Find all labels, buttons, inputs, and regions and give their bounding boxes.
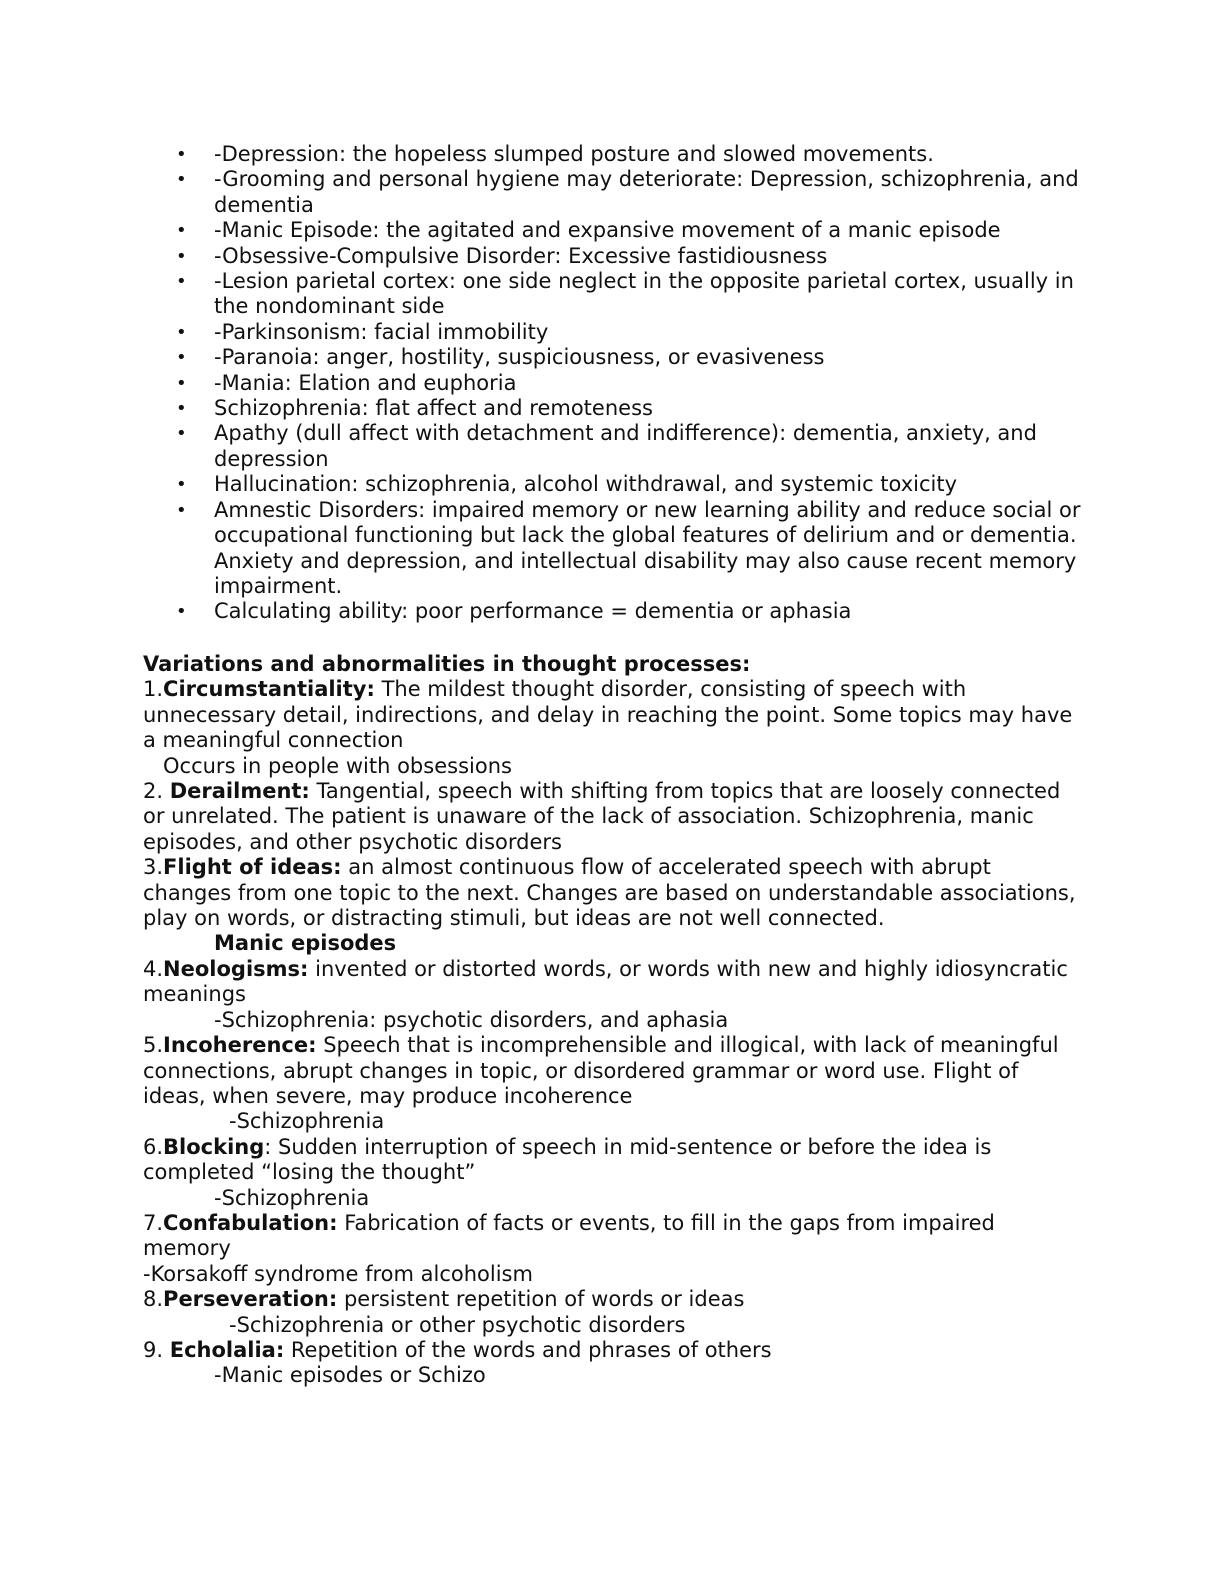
item-term: Flight of ideas: [163, 855, 342, 880]
item-term: Incoherence: [163, 1033, 317, 1058]
bullet-icon: • [176, 220, 187, 242]
bullet-list [143, 142, 1083, 625]
bullet-icon: • [176, 271, 187, 293]
bullet-icon: • [176, 601, 187, 623]
bullet-icon: • [176, 474, 187, 496]
bullet-icon: • [176, 321, 187, 343]
item-circumstantiality: 1.Circumstantiality: The mildest thought disorder, consisting of speech with unnecessary detail, indirections, and delay in reaching the point. Some topics may have a meaningful connection [143, 677, 1079, 753]
item-confabulation: 7.Confabulation: Fabrication of facts or events, to fill in the gaps from impaired memory [143, 1210, 1002, 1261]
list-item: • -Manic Episode: the agitated and expansive movement of a manic episode [176, 218, 1001, 243]
item-note: -Schizophrenia or other psychotic disorders [229, 1312, 686, 1337]
item-flight-of-ideas: 3.Flight of ideas: an almost continuous flow of accelerated speech with abrupt changes from one topic to the next. Changes are based on understandable associations, play on words, or distracting stimuli, but ideas are not well connected. [143, 855, 1083, 931]
item-blocking: 6.Blocking: Sudden interruption of speech in mid-sentence or before the idea is completed “losing the thought” [143, 1134, 998, 1185]
item-neologisms: 4.Neologisms: invented or distorted words, or words with new and highly idiosyncratic meanings [143, 956, 1075, 1007]
item-term: Perseveration: [163, 1287, 338, 1312]
item-note: -Schizophrenia: psychotic disorders, and aphasia [214, 1007, 729, 1032]
bullet-icon: • [176, 245, 187, 267]
item-note: Occurs in people with obsessions [163, 753, 512, 778]
item-derailment: 2. Derailment: Tangential, speech with shifting from topics that are loosely connected or unrelated. The patient is unaware of the lack of association. Schizophrenia, manic episodes, and other psychotic disorders [143, 779, 1067, 854]
bullet-icon: • [176, 144, 187, 165]
item-term: Neologisms: [163, 956, 309, 981]
item-echolalia: 9. Echolalia: Repetition of the words and phrases of others [143, 1337, 772, 1362]
list-item: • Apathy (dull affect with detachment and indifference): dementia, anxiety, and depression [176, 421, 1037, 471]
bullet-icon: • [176, 372, 187, 394]
item-term: Confabulation: [163, 1210, 338, 1235]
list-item: • -Depression: the hopeless slumped posture and slowed movements. [176, 142, 934, 166]
list-item: • Schizophrenia: flat affect and remoteness [176, 396, 653, 421]
list-item: • -Parkinsonism: facial immobility [176, 319, 549, 344]
item-note: Manic episodes [214, 931, 397, 956]
item-note: -Manic episodes or Schizo [214, 1363, 486, 1388]
list-item: • -Mania: Elation and euphoria [176, 370, 517, 395]
item-term: Echolalia: [169, 1337, 285, 1362]
section-heading: Variations and abnormalities in thought processes: [143, 652, 751, 676]
item-term: Circumstantiality: [163, 677, 375, 702]
list-item: • -Grooming and personal hygiene may deteriorate: Depression, schizophrenia, and dementia [176, 167, 1079, 217]
item-incoherence: 5.Incoherence: Speech that is incomprehensible and illogical, with lack of meaningful connections, abrupt changes in topic, or disordered grammar or word use. Flight of ideas, when severe, may produce incoherence [143, 1033, 1066, 1108]
bullet-icon: • [176, 423, 187, 445]
bullet-icon: • [176, 347, 187, 369]
item-perseveration: 8.Perseveration: persistent repetition of words or ideas [143, 1287, 745, 1312]
bullet-icon: • [176, 169, 187, 191]
bullet-icon: • [176, 398, 187, 420]
list-item: • Amnestic Disorders: impaired memory or new learning ability and reduce social or occupational functioning but lack the global features of delirium and or dementia. Anxiety and depression, and intellectual disability may also cause recent memory impairment. [176, 497, 1081, 598]
item-term: Blocking [163, 1134, 265, 1159]
thought-process-section [143, 652, 1083, 1389]
list-item: • -Lesion parietal cortex: one side neglect in the opposite parietal cortex, usually in the nondominant side [176, 269, 1074, 319]
list-item: • -Paranoia: anger, hostility, suspiciousness, or evasiveness [176, 345, 825, 370]
item-note: -Schizophrenia [214, 1185, 370, 1210]
item-note: -Korsakoff syndrome from alcoholism [143, 1261, 533, 1286]
item-note: -Schizophrenia [229, 1109, 385, 1134]
bullet-icon: • [176, 499, 187, 521]
item-term: Derailment: [169, 779, 310, 804]
list-item: • Hallucination: schizophrenia, alcohol withdrawal, and systemic toxicity [176, 472, 958, 497]
list-item: • -Obsessive-Compulsive Disorder: Excessive fastidiousness [176, 243, 828, 268]
list-item: • Calculating ability: poor performance = dementia or aphasia [176, 599, 852, 624]
